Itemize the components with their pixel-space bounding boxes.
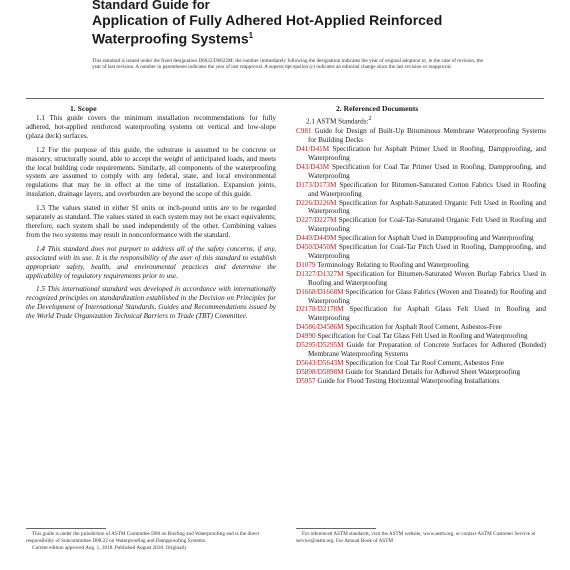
reference-title: Terminology Relating to Roofing and Waterproofing — [315, 260, 469, 269]
reference-item — [296, 270, 546, 288]
reference-code-link[interactable]: D2178/D2178M — [296, 305, 344, 314]
reference-item — [296, 305, 546, 323]
reference-item — [296, 341, 546, 359]
reference-title: Guide for Design of Built-Up Bituminous Membrane Waterproofing Systems for Building Decks — [308, 127, 546, 145]
reference-title: Specification for Asphalt Primer Used in Roofing, Dampproofing, and Waterproofing — [308, 145, 546, 163]
astm-standards-subheading — [306, 115, 546, 126]
footnote-2: For referenced ASTM standards, visit the ASTM website, www.astm.org, or contact ASTM Customer Service at service@astm.org. For Annual Book of ASTM — [296, 531, 536, 544]
scope-column — [26, 104, 276, 326]
reference-title: Specification for Bitumen-Saturated Woven Burlap Fabrics Used in Roofing and Waterproofing — [308, 269, 546, 287]
reference-code-link[interactable]: D43/D43M — [296, 162, 330, 171]
scope-para-5: 1.5 This international standard was developed in accordance with internationally recognized principles on standardization established in the Decision on Principles for the Development of International Standards, Guides and Recommendations issued by the World Trade Organization Technical Barriers to Trade (TBT) Committee. — [26, 285, 276, 321]
reference-item — [296, 368, 546, 377]
reference-item — [296, 332, 546, 341]
footnote-1: This guide is under the jurisdiction of ASTM Committee D08 on Roofing and Waterproofing and is the direct responsibility of Subcommittee D08.22 on Waterproofing and Dampproofing Systems. — [26, 531, 260, 544]
reference-item — [296, 145, 546, 163]
footnote-left — [26, 531, 276, 553]
reference-code-link[interactable]: D1327/D1327M — [296, 269, 344, 278]
reference-title: Guide for Standard Details for Adhered Sheet Waterproofing — [343, 367, 521, 376]
title-line-1: Standard Guide for — [92, 0, 210, 12]
reference-title: Specification for Coal-Tar-Saturated Organic Felt Used in Roofing and Waterproofing — [308, 216, 546, 234]
reference-code-link[interactable]: D1079 — [296, 260, 316, 269]
reference-item — [296, 243, 546, 261]
title-line-3: Waterproofing Systems — [92, 30, 249, 47]
reference-item — [296, 216, 546, 234]
astm-standards-label: 2.1 ASTM Standards: — [306, 117, 369, 126]
reference-list — [296, 127, 546, 385]
reference-title: Specification for Coal Tar Primer Used in Roofing, Dampproofing, and Waterproofing — [308, 162, 546, 180]
reference-code-link[interactable]: D449/D449M — [296, 234, 337, 243]
reference-code-link[interactable]: D5898/D5898M — [296, 367, 344, 376]
reference-code-link[interactable]: C981 — [296, 127, 312, 136]
reference-code-link[interactable]: D450/D450M — [296, 243, 337, 252]
reference-code-link[interactable]: D4990 — [296, 332, 316, 341]
references-column — [296, 104, 546, 386]
reference-title: Specification for Coal Tar Glass Felt Used in Roofing and Waterproofing — [315, 332, 528, 341]
header-divider — [26, 98, 544, 99]
scope-para-4: 1.4 This standard does not purport to address all of the safety concerns, if any, associated with its use. It is the responsibility of the user of this standard to establish appropriate safety, health, and environmental practices and determine the applicability of regulatory requirements prior to use. — [26, 244, 276, 280]
scope-para-3: 1.3 The values stated in either SI units or inch-pound units are to be regarded separately as standard. The values stated in each system may not be exact equivalents; therefore, each system shall be used independently of the other. Combining values from the two systems may result in nonconformance with the standard. — [26, 204, 276, 239]
reference-item — [296, 199, 546, 217]
reference-title: Specification for Asphalt Roof Cement, Asbestos-Free — [343, 323, 502, 332]
title-line-3-wrap — [92, 28, 492, 47]
reference-title: Specification for Coal Tar Roof Cement, Asbestos Free — [343, 358, 504, 367]
reference-code-link[interactable]: D226/D226M — [296, 198, 337, 207]
references-heading: 2. Referenced Documents — [336, 104, 419, 113]
reference-item — [296, 359, 546, 368]
scope-heading: 1. Scope — [70, 104, 97, 113]
title-block — [92, 0, 492, 47]
reference-item — [296, 323, 546, 332]
footnote-divider-right — [296, 528, 376, 529]
reference-item — [296, 261, 546, 270]
reference-code-link[interactable]: D41/D41M — [296, 145, 330, 154]
reference-item — [296, 377, 546, 386]
reference-code-link[interactable]: D4586/D4586M — [296, 323, 344, 332]
designation-notice: This standard is issued under the fixed designation D6622/D6622M; the number immediately following the designation indicates the year of original adoption or, in the case of revision, the year of last revision. A number in parentheses indicates the year of last reapproval. A superscript epsilon (ε) indicates an editorial change since the last revision or reapproval. — [92, 58, 483, 71]
footnote-right — [296, 531, 546, 545]
reference-title: Specification for Bitumen-Saturated Cotton Fabrics Used in Roofing and Waterproofing — [308, 180, 546, 198]
reference-code-link[interactable]: D1668/D1668M — [296, 287, 344, 296]
scope-para-2: 1.2 For the purpose of this guide, the substrate is assumed to be concrete or masonry, structurally sound, able to accept the weight of anticipated loads, and meets the local building code requirements. Similarly, all components of the waterproofing system are assumed to comply with any federal, state, and local environmental regulations that may be in effect at the time of installation. Expansion joints, insulation, drainage layers, and overburden are beyond the scope of this guide. — [26, 145, 276, 199]
reference-item — [296, 234, 546, 243]
reference-title: Specification for Glass Fabrics (Woven and Treated) for Roofing and Waterproofing — [308, 287, 546, 305]
title-footnote-mark: 1 — [248, 31, 254, 40]
reference-code-link[interactable]: D5295/D5295M — [296, 341, 344, 350]
footnote-1-cont: Current edition approved Aug. 1, 2018. Published August 2018. Originally — [32, 545, 187, 552]
reference-title: Guide for Flood Testing Horizontal Waterproofing Installations — [315, 376, 500, 385]
scope-para-1: 1.1 This guide covers the minimum installation recommendations for fully adhered, hot-applied reinforced waterproofing systems on vertical and low-slope (plaza deck) surfaces. — [26, 114, 276, 140]
reference-item — [296, 288, 546, 306]
reference-code-link[interactable]: D173/D173M — [296, 180, 337, 189]
reference-title: Specification for Asphalt Glass Felt Used in Roofing and Waterproofing — [308, 305, 546, 323]
reference-title: Specification for Asphalt Used in Dampproofing and Waterproofing — [336, 234, 534, 243]
reference-code-link[interactable]: D5957 — [296, 376, 316, 385]
reference-title: Specification for Coal-Tar Pitch Used in Roofing, Dampproofing, and Waterproofing — [308, 243, 546, 260]
reference-item — [296, 181, 546, 199]
reference-title: Specification for Asphalt-Saturated Organic Felt Used in Roofing and Waterproofing — [308, 198, 546, 216]
reference-title: Guide for Preparation of Concrete Surfaces for Adhered (Bonded) Membrane Waterproofing Systems — [308, 341, 546, 358]
reference-item — [296, 127, 546, 145]
title-line-2: Application of Fully Adhered Hot-Applied Reinforced — [92, 12, 443, 28]
reference-code-link[interactable]: D227/D227M — [296, 216, 337, 225]
reference-code-link[interactable]: D5643/D5643M — [296, 358, 344, 367]
astm-standards-footnote-mark: 2 — [368, 116, 372, 122]
reference-item — [296, 163, 546, 181]
footnote-divider-left — [26, 528, 106, 529]
